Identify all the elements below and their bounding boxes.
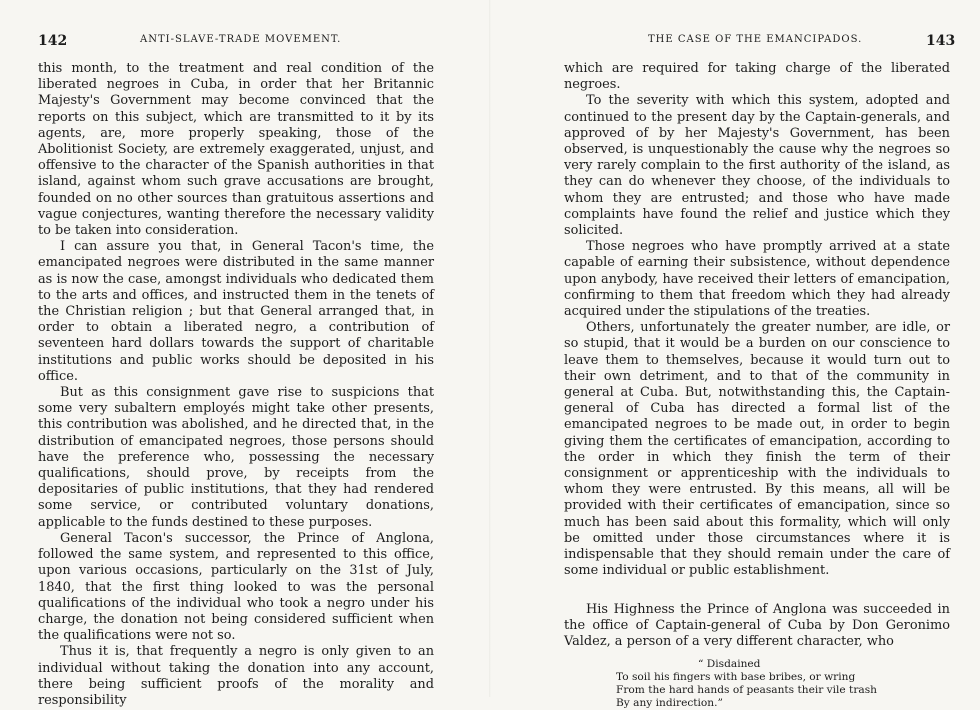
running-head: THE CASE OF THE EMANCIPADOS. [648, 34, 863, 45]
paragraph: Thus it is, that frequently a negro is only given to an individual without taking the donation into any account, there being sufficient proofs of the morality and responsibility [38, 644, 434, 708]
quote-line: From the hard hands of peasants their vile trash [616, 684, 877, 697]
body-text [564, 61, 950, 710]
paragraph: this month, to the treatment and real condition of the liberated negroes in Cuba, in order that her Britannic Majesty's Government may become convinced that the reports on this subject, which are transmitted to it by its agents, are, more properly speaking, those of the Abolitionist Society, are extremely exaggerated, unjust, and offensive to the character of the Spanish authorities in that island, against whom such grave accusations are brought, founded on no other sources than gratuitous assertions and vague conjectures, wanting therefore the necessary validity to be taken into consideration. [38, 61, 434, 239]
running-head: ANTI-SLAVE-TRADE MOVEMENT. [140, 34, 342, 45]
paragraph: To the severity with which this system, adopted and continued to the present day by the Captain-generals, and approved of by her Majesty's Government, has been observed, is unquestionably the cause why the negroes so very rarely complain to the first authority of the island, as they can do whenever they choose, of the individuals to whom they are entrusted; and those who have made complaints have found the relief and justice which they solicited. [564, 93, 950, 239]
quote-line: “ Disdained [698, 658, 761, 671]
paragraph: I can assure you that, in General Tacon's time, the emancipated negroes were distributed in the same manner as is now the case, amongst individuals who dedicated them to the arts and offices, and instructed them in the tenets of the Christian religion ; but that General arranged that, in order to obtain a liberated negro, a contribution of seventeen hard dollars towards the support of charitable institutions and public works should be deposited in his office. [38, 239, 434, 384]
paragraph: Those negroes who have promptly arrived at a state capable of earning their subsistence, without dependence upon anybody, have received their letters of emancipation, confirming to them that freedom which they had already acquired under the stipulations of the treaties. [564, 239, 950, 320]
paragraph: His Highness the Prince of Anglona was succeeded in the office of Captain-general of Cuba by Don Geronimo Valdez, a person of a very different character, who [564, 601, 950, 649]
body-text [38, 61, 434, 709]
page-number: 143 [926, 33, 956, 49]
paragraph: which are required for taking charge of the liberated negroes. [564, 61, 950, 93]
paragraph: But as this consignment gave rise to suspicions that some very subaltern employés might take other presents, this contribution was abolished, and he directed that, in the distribution of emancipated negroes, those persons should have the preference who, possessing the necessary qualifications, should prove, by receipts from the depositaries of public institutions, that they had rendered some service, or contributed voluntary donations, applicable to the funds destined to these purposes. [38, 385, 434, 530]
paragraph: Others, unfortunately the greater number, are idle, or so stupid, that it would be a burden on our conscience to leave them to themselves, because it would turn out to their own detriment, and to that of the community in general at Cuba. But, notwithstanding this, the Captain-general of Cuba has directed a formal list of the emancipated negroes to be made out, in order to begin giving them the certificates of emancipation, according to the order in which they finish the term of their consignment or apprenticeship with the individuals to whom they were entrusted. By this means, all will be provided with their certificates of emancipation, since so much has been said about this formality, which will only be omitted under those circumstances where it is indispensable that they should remain under the care of some individual or public establishment. [564, 320, 950, 579]
page-number: 142 [38, 33, 68, 49]
verse-quotation [616, 658, 950, 710]
left-page [0, 0, 490, 708]
right-page [490, 0, 980, 710]
paragraph: General Tacon's successor, the Prince of Anglona, followed the same system, and represented to this office, upon various occasions, particularly on the 31st of July, 1840, that the first thing looked to was the personal qualifications of the individual who took a negro under his charge, the donation not being considered sufficient when the qualifications were not so. [38, 530, 434, 644]
quote-line: To soil his fingers with base bribes, or wring [616, 671, 856, 684]
quote-line: By any indirection.” [616, 697, 723, 710]
